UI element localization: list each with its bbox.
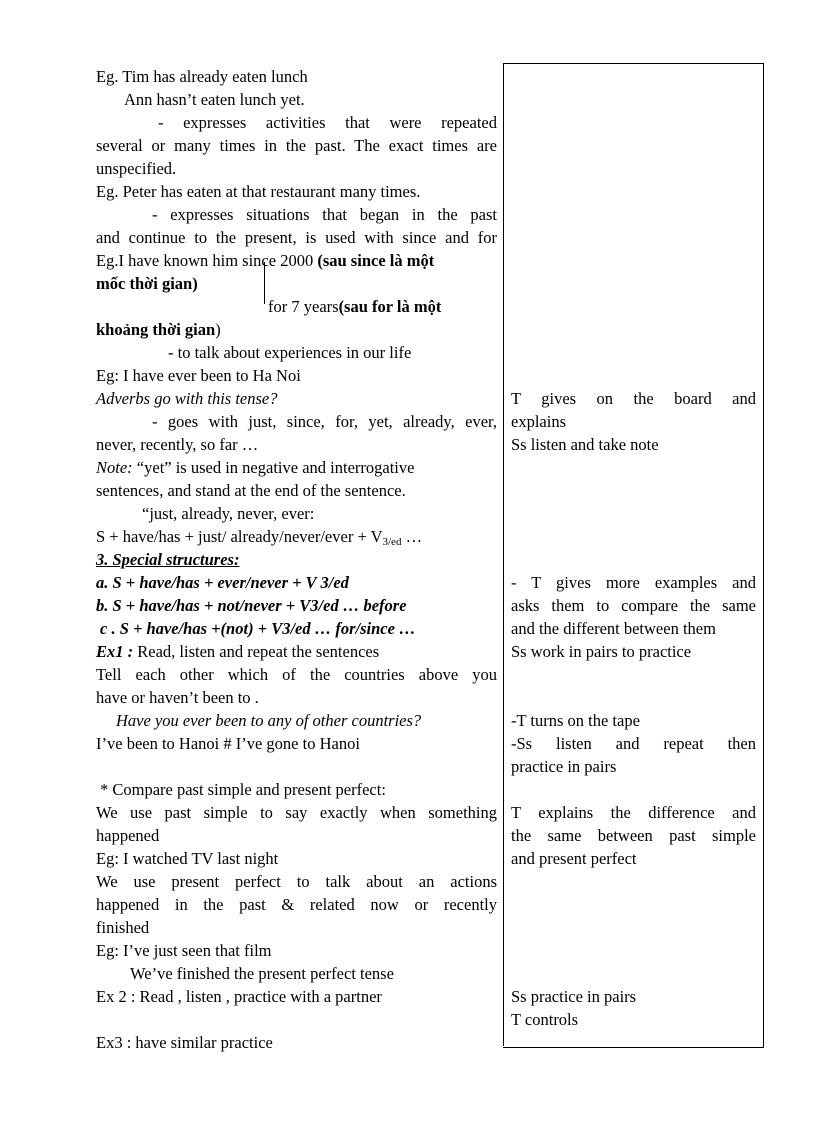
note-line: sentences, and stand at the end of the sentence. <box>96 481 406 500</box>
right-column-box <box>503 63 764 1048</box>
usage-line: and continue to the present, is used with since and for <box>96 228 497 247</box>
note-bold: khoảng thời gian <box>96 320 216 339</box>
example-line <box>96 318 221 341</box>
activity-line: - T gives more examples and <box>511 573 756 592</box>
compare-line: happened in the past & related now or recently <box>96 895 497 914</box>
activity-line: and present perfect <box>511 849 637 868</box>
activity-line: asks them to compare the same <box>511 596 756 615</box>
activity-line: -T turns on the tape <box>511 711 640 730</box>
question-line: Have you ever been to any of other countries? <box>116 711 422 730</box>
activity-line: T explains the difference and <box>511 803 756 822</box>
activity-line: Ss work in pairs to practice <box>511 642 692 661</box>
exercise-label: Ex1 : <box>96 642 134 661</box>
usage-line: several or many times in the past. The exact times are <box>96 136 497 155</box>
example-line: We’ve finished the present perfect tense <box>130 964 394 983</box>
activity-line: T controls <box>511 1010 579 1029</box>
column-divider <box>503 63 504 1046</box>
exercise-line: have or haven’t been to . <box>96 688 259 707</box>
activity-line: Ss practice in pairs <box>511 987 637 1006</box>
question-line: Adverbs go with this tense? <box>96 389 278 408</box>
example-text: ) <box>215 320 221 339</box>
note-bold: mốc thời gian) <box>96 274 198 293</box>
usage-line: unspecified. <box>96 159 177 178</box>
example-line: Ann hasn’t eaten lunch yet. <box>124 90 305 109</box>
example-line: I’ve been to Hanoi # I’ve gone to Hanoi <box>96 734 360 753</box>
formula-text: … <box>401 527 423 546</box>
example-line: Eg: I watched TV last night <box>96 849 279 868</box>
note-text: “yet” is used in negative and interrogative <box>132 458 415 477</box>
note-line <box>96 456 497 479</box>
compare-line: We use present perfect to talk about an actions <box>96 872 497 891</box>
example-line <box>268 295 441 318</box>
activity-line: the same between past simple <box>511 826 756 845</box>
compare-line: finished <box>96 918 150 937</box>
activity-line: practice in pairs <box>511 757 617 776</box>
exercise-line: Ex3 : have similar practice <box>96 1033 273 1052</box>
compare-line: happened <box>96 826 160 845</box>
note-line: “just, already, never, ever: <box>142 504 315 523</box>
exercise-text: Read, listen and repeat the sentences <box>133 642 380 661</box>
example-line: Eg: I’ve just seen that film <box>96 941 272 960</box>
usage-line: - to talk about experiences in our life <box>168 343 412 362</box>
activity-line: T gives on the board and <box>511 389 756 408</box>
activity-line: Ss listen and take note <box>511 435 659 454</box>
compare-line: We use past simple to say exactly when something <box>96 803 497 822</box>
structure-line: b. S + have/has + not/never + V3/ed … before <box>96 596 407 615</box>
note-label: Note: <box>96 458 133 477</box>
exercise-line <box>96 640 379 663</box>
usage-line: - expresses situations that began in the past <box>152 205 497 224</box>
usage-line: never, recently, so far … <box>96 435 259 454</box>
note-bold: (sau for là một <box>338 297 442 316</box>
activity-line: explains <box>511 412 566 431</box>
example-line: Eg. Peter has eaten at that restaurant many times. <box>96 182 421 201</box>
example-text: for 7 years <box>268 297 339 316</box>
activity-line: -Ss listen and repeat then <box>511 734 756 753</box>
structure-line: a. S + have/has + ever/never + V 3/ed <box>96 573 349 592</box>
formula-subscript: 3/ed <box>382 536 402 548</box>
note-bold: (sau since là một <box>317 251 435 270</box>
exercise-line: Tell each other which of the countries above you <box>96 665 497 684</box>
compare-heading: * Compare past simple and present perfect: <box>100 780 386 799</box>
activity-line: and the different between them <box>511 619 716 638</box>
example-line: Eg. Tim has already eaten lunch <box>96 67 308 86</box>
usage-line: - goes with just, since, for, yet, already, ever, <box>152 412 497 431</box>
section-heading: 3. Special structures: <box>96 550 240 569</box>
exercise-line: Ex 2 : Read , listen , practice with a partner <box>96 987 382 1006</box>
example-line <box>96 249 434 272</box>
structure-line: c . S + have/has +(not) + V3/ed … for/since … <box>100 619 416 638</box>
example-line: Eg: I have ever been to Ha Noi <box>96 366 301 385</box>
formula-text: S + have/has + just/ already/never/ever + V <box>96 527 383 546</box>
usage-line: - expresses activities that were repeated <box>158 113 497 132</box>
example-text: Eg.I have known him since 2000 <box>96 251 318 270</box>
